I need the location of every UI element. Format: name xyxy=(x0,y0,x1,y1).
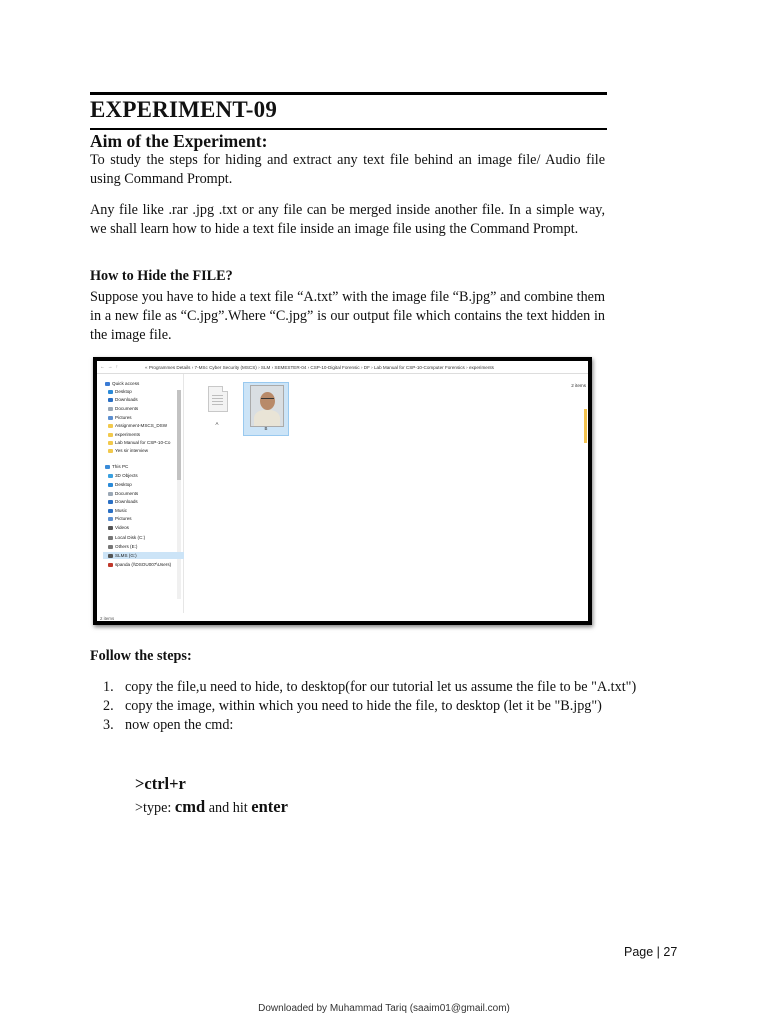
file-a-txt xyxy=(205,384,229,418)
title-top-rule xyxy=(90,92,607,95)
address-bar xyxy=(97,361,588,374)
status-bar-text: 2 items xyxy=(100,616,115,621)
sidebar-item-label: Downloads xyxy=(115,397,138,402)
sidebar-item xyxy=(108,534,145,541)
star-icon xyxy=(105,382,110,386)
content-scroll-indicator xyxy=(584,409,587,443)
sidebar-item-label: Quick access xyxy=(112,381,140,386)
videos-icon xyxy=(108,526,113,530)
type-cmd-instruction: >type: cmd and hit enter xyxy=(135,797,288,816)
sidebar-item xyxy=(108,481,132,488)
sidebar-item-label: Desktop xyxy=(115,482,132,487)
sidebar-item-label: Videos xyxy=(115,525,129,530)
pc-icon xyxy=(105,465,110,469)
sidebar-item-label: SLMS (G:) xyxy=(115,553,137,558)
sidebar-item xyxy=(108,507,127,514)
title-bottom-rule xyxy=(90,128,607,130)
folder-icon xyxy=(108,433,113,437)
item-count: 2 items xyxy=(571,383,586,388)
sidebar-item xyxy=(105,463,128,470)
drive-icon xyxy=(108,536,113,540)
ctrl-r-instruction: >ctrl+r xyxy=(135,774,186,793)
text-file-icon xyxy=(208,386,228,412)
sidebar-item xyxy=(108,515,132,522)
intro-paragraph: Any file like .rar .jpg .txt or any file can be merged inside another file. In a simple way, we shall learn how to hide a text file inside an image file using the Command Prompt. xyxy=(90,202,605,237)
step-item: 1. copy the file,u need to hide, to desktop(for our tutorial let us assume the file to be "A.txt") xyxy=(103,679,637,695)
page-number: Page | 27 xyxy=(624,945,678,959)
navigation-pane xyxy=(97,374,184,613)
portrait-image-icon xyxy=(250,385,284,427)
follow-heading: Follow the steps: xyxy=(90,648,192,664)
network-drive-icon xyxy=(108,563,113,567)
hide-heading: How to Hide the FILE? xyxy=(90,268,233,284)
folder-icon xyxy=(108,441,113,445)
steps-list xyxy=(90,678,640,735)
sidebar-item xyxy=(108,498,138,505)
sidebar-item xyxy=(108,422,167,429)
sidebar-item xyxy=(108,431,140,438)
sidebar-item-label: experiments xyxy=(115,432,141,437)
sidebar-item xyxy=(108,524,129,531)
aim-heading: Aim of the Experiment: xyxy=(90,131,268,151)
page-title: EXPERIMENT-09 xyxy=(90,97,278,122)
navigation-arrows-icon: ← → ↑ xyxy=(100,364,120,369)
download-icon xyxy=(108,398,113,402)
sidebar-item xyxy=(108,388,132,395)
file-b-jpg xyxy=(243,382,289,436)
drive-icon xyxy=(108,554,113,558)
desktop-icon xyxy=(108,390,113,394)
cube-icon xyxy=(108,474,113,478)
sidebar-item-label: spanda (\\DSOU007\Users) xyxy=(115,562,172,567)
sidebar-item xyxy=(108,447,148,454)
sidebar-item-label: Desktop xyxy=(115,389,132,394)
folder-icon xyxy=(108,449,113,453)
step-item: 2. copy the image, within which you need to hide the file, to desktop (let it be "B.jpg") xyxy=(103,698,602,714)
sidebar-item-label: Music xyxy=(115,508,127,513)
sidebar-item-label: Local Disk (C:) xyxy=(115,535,146,540)
documents-icon xyxy=(108,492,113,496)
sidebar-item xyxy=(103,552,184,559)
desktop-icon xyxy=(108,483,113,487)
sidebar-item xyxy=(108,439,170,446)
download-footer: Downloaded by Muhammad Tariq (saaim01@gmail.com) xyxy=(258,1003,510,1014)
nav-scrollbar xyxy=(177,390,181,599)
sidebar-item xyxy=(108,490,138,497)
music-icon xyxy=(108,509,113,513)
sidebar-item-label: Assignment-MSCS_DSW xyxy=(115,423,168,428)
aim-text: To study the steps for hiding and extract any text file behind an image file/ Audio file using Command Prompt. xyxy=(90,152,605,187)
sidebar-item xyxy=(108,396,138,403)
pictures-icon xyxy=(108,416,113,420)
sidebar-item xyxy=(108,405,138,412)
download-icon xyxy=(108,500,113,504)
sidebar-item-label: Documents xyxy=(115,491,139,496)
sidebar-item xyxy=(108,561,171,568)
pictures-icon xyxy=(108,517,113,521)
sidebar-item xyxy=(108,543,137,550)
address-path: « Programmes Details › 7-MSc Cyber Security (MSCS) › SLM › SEMESTER-04 › CSP-10-Digital Forensic › DF › Lab Manual for CSP-10-Computer Forensics › experiments xyxy=(145,364,494,370)
step-item: 3. now open the cmd: xyxy=(103,717,234,733)
folder-icon xyxy=(108,424,113,428)
sidebar-item-label: Lab Manual for CSP-10-Co xyxy=(115,440,171,445)
sidebar-item xyxy=(105,380,139,387)
sidebar-item-label: 3D Objects xyxy=(115,473,138,478)
sidebar-item xyxy=(108,472,138,479)
documents-icon xyxy=(108,407,113,411)
explorer-screenshot xyxy=(93,357,592,625)
file-a-label: A xyxy=(215,421,219,426)
sidebar-item-label: Others (E:) xyxy=(115,544,138,549)
sidebar-item-label: Pictures xyxy=(115,516,132,521)
sidebar-item xyxy=(108,414,132,421)
file-b-label: B xyxy=(264,426,268,431)
sidebar-item-label: Downloads xyxy=(115,499,138,504)
sidebar-item-label: Pictures xyxy=(115,415,132,420)
sidebar-item-label: Documents xyxy=(115,406,139,411)
sidebar-item-label: Yes sir interview xyxy=(115,448,149,453)
hide-paragraph: Suppose you have to hide a text file “A.txt” with the image file “B.jpg” and combine them in a new file as “C.jpg”.Where “C.jpg” is our output file which contains the text hidden in the image file. xyxy=(90,289,605,343)
drive-icon xyxy=(108,545,113,549)
sidebar-item-label: This PC xyxy=(112,464,129,469)
